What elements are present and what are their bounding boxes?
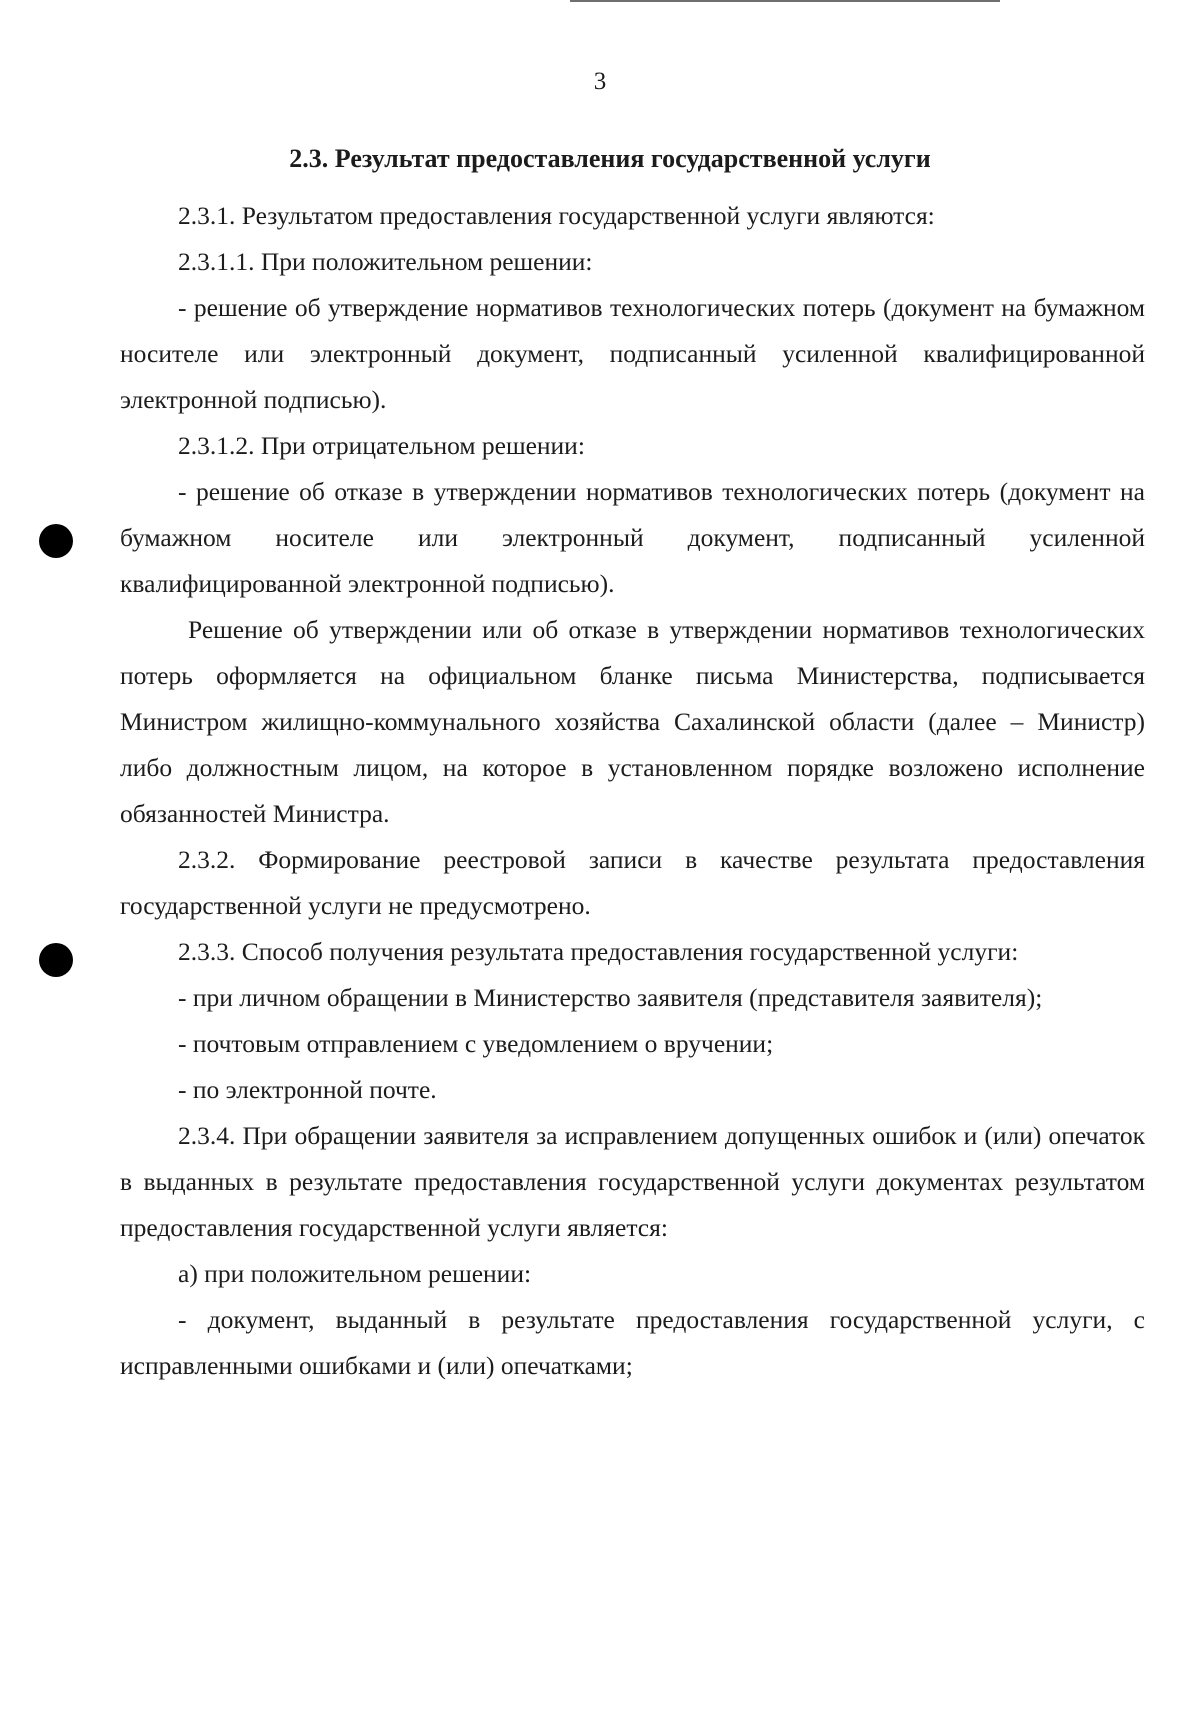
top-edge-line xyxy=(570,0,1000,2)
paragraph-2-3-1-1: 2.3.1.1. При положительном решении: xyxy=(178,247,593,276)
paragraph-decision-form: Решение об утверждении или об отказе в утверждении нормативов технологических потерь оформляется на официальном бланке письма Министерства, подписывается Министром жилищно-коммунального хозяйства Сахалинской области (далее – Министр) либо должностным лицом, на которое в установленном порядке возложено исполнение обязанностей Министра. xyxy=(120,615,1145,828)
paragraph-negative-decision: - решение об отказе в утверждении нормативов технологических потерь (документ на бумажном носителе или электронный документ, подписанный усиленной квалифицированной электронной подписью). xyxy=(120,477,1145,598)
paragraph-2-3-1: 2.3.1. Результатом предоставления государственной услуги являются: xyxy=(178,201,935,230)
paragraph-2-3-3: 2.3.3. Способ получения результата предоставления государственной услуги: xyxy=(178,937,1019,966)
section-heading: 2.3. Результат предоставления государственной услуги xyxy=(289,144,931,173)
paragraph-method-email: - по электронной почте. xyxy=(178,1075,437,1104)
paragraph-2-3-2: 2.3.2. Формирование реестровой записи в качестве результата предоставления государственной услуги не предусмотрено. xyxy=(120,845,1145,920)
paragraph-positive-correction: а) при положительном решении: xyxy=(178,1259,532,1288)
paragraph-corrected-document: - документ, выданный в результате предоставления государственной услуги, с исправленными ошибками и (или) опечатками; xyxy=(120,1305,1145,1380)
paragraph-method-post: - почтовым отправлением с уведомлением о вручении; xyxy=(178,1029,774,1058)
page-number: 3 xyxy=(593,68,607,95)
paragraph-2-3-1-2: 2.3.1.2. При отрицательном решении: xyxy=(178,431,585,460)
document-body xyxy=(120,193,1145,1389)
punch-hole-top xyxy=(39,524,73,558)
paragraph-method-in-person: - при личном обращении в Министерство заявителя (представителя заявителя); xyxy=(178,983,1043,1012)
paragraph-2-3-4: 2.3.4. При обращении заявителя за исправлением допущенных ошибок и (или) опечаток в выданных в результате предоставления государственной услуги документах результатом предоставления государственной услуги является: xyxy=(120,1121,1145,1242)
punch-hole-bottom xyxy=(39,943,73,977)
paragraph-positive-decision: - решение об утверждение нормативов технологических потерь (документ на бумажном носителе или электронный документ, подписанный усиленной квалифицированной электронной подписью). xyxy=(120,293,1145,414)
